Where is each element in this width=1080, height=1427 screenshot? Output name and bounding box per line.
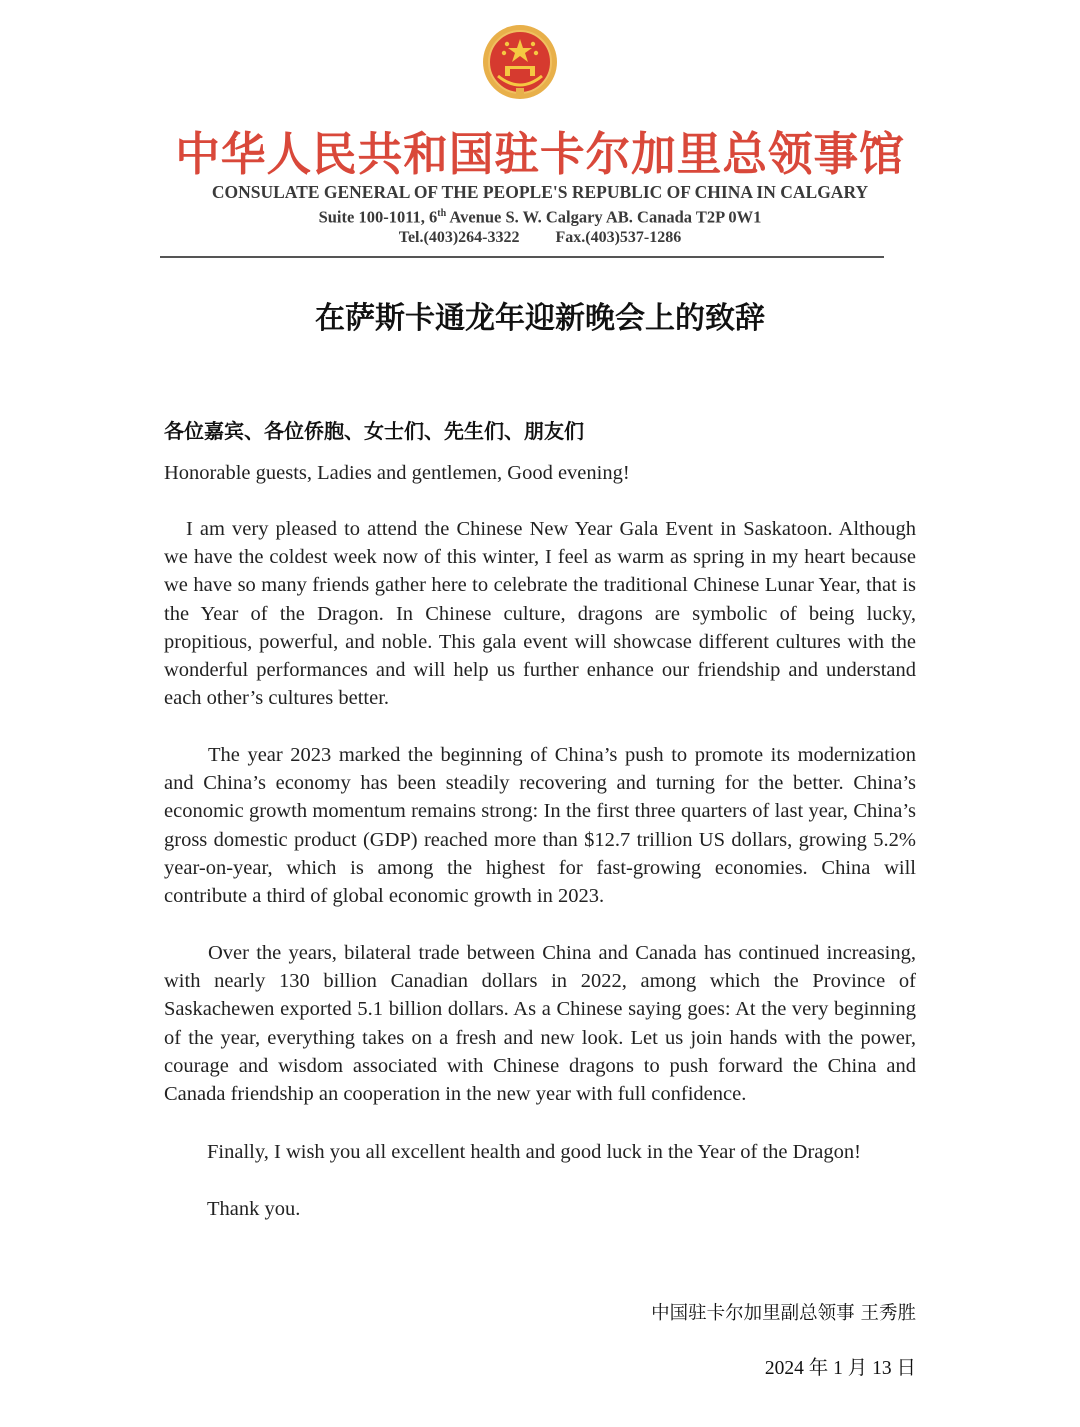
thank-you: Thank you. bbox=[207, 1198, 301, 1220]
body-paragraph: I am very pleased to attend the Chinese New Year Gala Event in Saskatoon. Although we have the coldest week now of this winter, I feel as warm as spring in my heart because we have so many friends gather here to celebrate the traditional Chinese Lunar Year, that is the Year of the Dragon. In Chinese culture, dragons are symbolic of being lucky, propitious, powerful, and noble. This gala event will showcase different cultures with the wonderful performances and will help us further enhance our friendship and understand each other’s cultures better. bbox=[164, 518, 916, 710]
address-prefix: Suite 100-1011, 6 bbox=[318, 207, 438, 227]
body-paragraph: Over the years, bilateral trade between China and Canada has continued increasing, with nearly 130 billion Canadian dollars in 2022, among which the Province of Saskachewen exported 5.1 billion dollars. As a Chinese saying goes: At the very beginning of the year, everything takes on a fresh and new look. Let us join hands with the power, courage and wisdom associated with Chinese dragons to push forward the China and Canada friendship an cooperation in the new year with full confidence. bbox=[164, 942, 916, 1106]
letterhead-divider bbox=[160, 256, 884, 258]
salutation-english: Honorable guests, Ladies and gentlemen, Good evening! bbox=[164, 462, 630, 484]
telephone: Tel.(403)264-3322 bbox=[398, 229, 520, 246]
fax: Fax.(403)537-1286 bbox=[555, 229, 682, 246]
national-emblem-icon bbox=[480, 22, 560, 102]
signature-line: 中国驻卡尔加里副总领事 王秀胜 bbox=[651, 1303, 916, 1324]
address-suffix: Avenue S. W. Calgary AB. Canada T2P 0W1 bbox=[446, 207, 762, 227]
closing-wish: Finally, I wish you all excellent health and good luck in the Year of the Dragon! bbox=[207, 1141, 861, 1163]
speech-title: 在萨斯卡通龙年迎新晚会上的致辞 bbox=[315, 301, 765, 336]
consulate-name-english: CONSULATE GENERAL OF THE PEOPLE'S REPUBLIC OF CHINA IN CALGARY bbox=[211, 182, 869, 202]
consulate-name-chinese: 中华人民共和国驻卡尔加里总领事馆 bbox=[175, 127, 905, 181]
body-paragraph: The year 2023 marked the beginning of China’s push to promote its modernization and China’s economy has been steadily recovering and turning for the better. China’s economic growth momentum remains strong: In the first three quarters of last year, China’s gross domestic product (GDP) reached more than $12.7 trillion US dollars, growing 5.2% year-on-year, which is among the highest for fast-growing economies. China will contribute a third of global economic growth in 2023. bbox=[164, 744, 916, 908]
date-line: 2024 年 1 月 13 日 bbox=[764, 1358, 916, 1379]
address-ordinal: th bbox=[437, 208, 447, 219]
contact-line bbox=[150, 227, 930, 249]
salutation-chinese: 各位嘉宾、各位侨胞、女士们、先生们、朋友们 bbox=[164, 419, 584, 443]
consulate-address bbox=[150, 203, 930, 229]
